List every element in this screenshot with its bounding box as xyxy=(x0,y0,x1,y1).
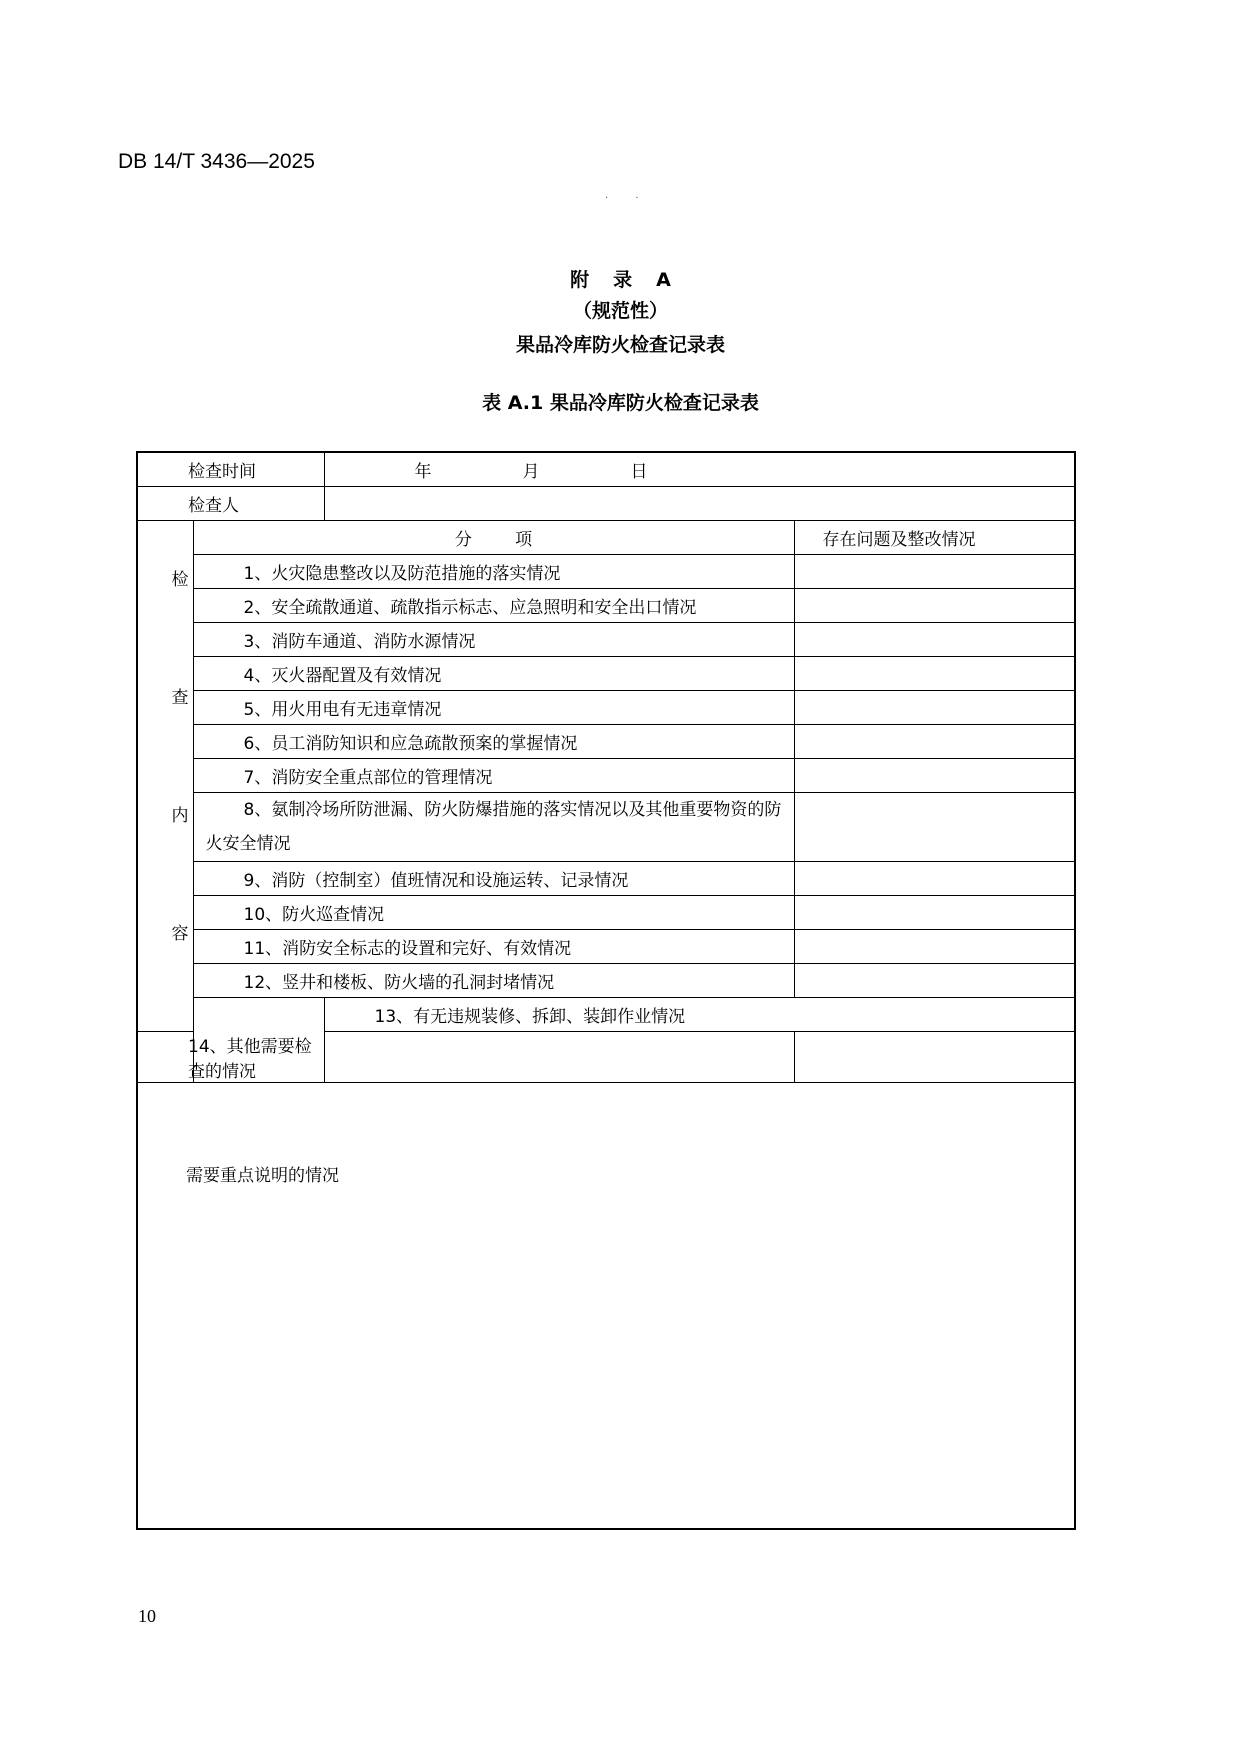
appendix-label-part: 附 xyxy=(570,269,590,291)
page-number: 10 xyxy=(138,1606,156,1626)
issues-cell[interactable] xyxy=(794,622,1075,656)
item-column-header: 分 项 xyxy=(193,520,794,554)
table-row xyxy=(137,1031,1075,1082)
issues-cell[interactable] xyxy=(324,1031,794,1082)
issues-cell[interactable] xyxy=(794,758,1075,792)
table-row xyxy=(137,622,1075,656)
day-label: 日 xyxy=(630,461,648,482)
standard-code: DB 14/T 3436—2025 xyxy=(118,150,315,173)
check-item: 2、安全疏散通道、疏散指示标志、应急照明和安全出口情况 xyxy=(193,588,794,622)
table-row xyxy=(137,861,1075,895)
notes-row xyxy=(137,1082,1075,1529)
year-label: 年 xyxy=(414,461,432,482)
table-row xyxy=(137,724,1075,758)
issues-cell[interactable] xyxy=(794,588,1075,622)
appendix-label-part: 录 xyxy=(613,269,633,291)
month-label: 月 xyxy=(522,461,540,482)
appendix-label xyxy=(0,265,1241,292)
issues-cell[interactable] xyxy=(794,895,1075,929)
appendix-title: 果品冷库防火检查记录表 xyxy=(515,334,725,356)
issues-cell[interactable] xyxy=(794,861,1075,895)
table-row xyxy=(137,963,1075,997)
inspection-record-table xyxy=(136,451,1076,1530)
table-row xyxy=(137,997,1075,1031)
table-row xyxy=(137,758,1075,792)
issues-cell[interactable] xyxy=(794,724,1075,758)
check-item: 3、消防车通道、消防水源情况 xyxy=(193,622,794,656)
table-row xyxy=(137,792,1075,861)
appendix-type: （规范性） xyxy=(572,300,668,322)
inspector-label: 检查人 xyxy=(137,486,324,520)
table-row xyxy=(137,895,1075,929)
table-row xyxy=(137,690,1075,724)
check-item: 6、员工消防知识和应急疏散预案的掌握情况 xyxy=(193,724,794,758)
time-label: 检查时间 xyxy=(137,452,324,486)
table-row xyxy=(137,588,1075,622)
check-item: 8、氨制冷场所防泄漏、防火防爆措施的落实情况以及其他重要物资的防火安全情况 xyxy=(193,792,794,861)
issues-cell[interactable] xyxy=(794,554,1075,588)
date-field[interactable] xyxy=(324,452,1075,486)
issues-cell[interactable] xyxy=(794,690,1075,724)
section-char: 检 xyxy=(171,569,189,590)
issues-cell[interactable] xyxy=(794,963,1075,997)
time-row xyxy=(137,452,1075,486)
issues-cell[interactable] xyxy=(794,929,1075,963)
check-item: 14、其他需要检查的情况 xyxy=(137,1031,324,1082)
section-char: 容 xyxy=(171,924,189,945)
check-item: 9、消防（控制室）值班情况和设施运转、记录情况 xyxy=(193,861,794,895)
check-item: 7、消防安全重点部位的管理情况 xyxy=(193,758,794,792)
check-item: 5、用火用电有无违章情况 xyxy=(193,690,794,724)
section-char: 内 xyxy=(171,806,189,827)
header-dots: · · xyxy=(605,193,651,204)
table-row xyxy=(137,656,1075,690)
issues-cell[interactable] xyxy=(794,792,1075,861)
check-item: 10、防火巡查情况 xyxy=(193,895,794,929)
column-header-row xyxy=(137,520,1075,554)
check-item: 12、竖井和楼板、防火墙的孔洞封堵情况 xyxy=(193,963,794,997)
section-char: 查 xyxy=(171,687,189,708)
notes-label: 需要重点说明的情况 xyxy=(186,1165,339,1186)
inspector-row xyxy=(137,486,1075,520)
table-caption: 表 A.1 果品冷库防火检查记录表 xyxy=(482,392,759,414)
check-item: 13、有无违规装修、拆卸、装卸作业情况 xyxy=(324,997,1075,1031)
check-item: 4、灭火器配置及有效情况 xyxy=(193,656,794,690)
table-row xyxy=(137,554,1075,588)
appendix-label-part: A xyxy=(656,269,671,291)
table-row xyxy=(137,929,1075,963)
check-item: 11、消防安全标志的设置和完好、有效情况 xyxy=(193,929,794,963)
issues-column-header: 存在问题及整改情况 xyxy=(794,520,1075,554)
notes-area[interactable] xyxy=(137,1082,1075,1529)
issues-cell[interactable] xyxy=(794,656,1075,690)
inspector-field[interactable] xyxy=(324,486,1075,520)
section-label xyxy=(137,520,193,1031)
check-item: 1、火灾隐患整改以及防范措施的落实情况 xyxy=(193,554,794,588)
